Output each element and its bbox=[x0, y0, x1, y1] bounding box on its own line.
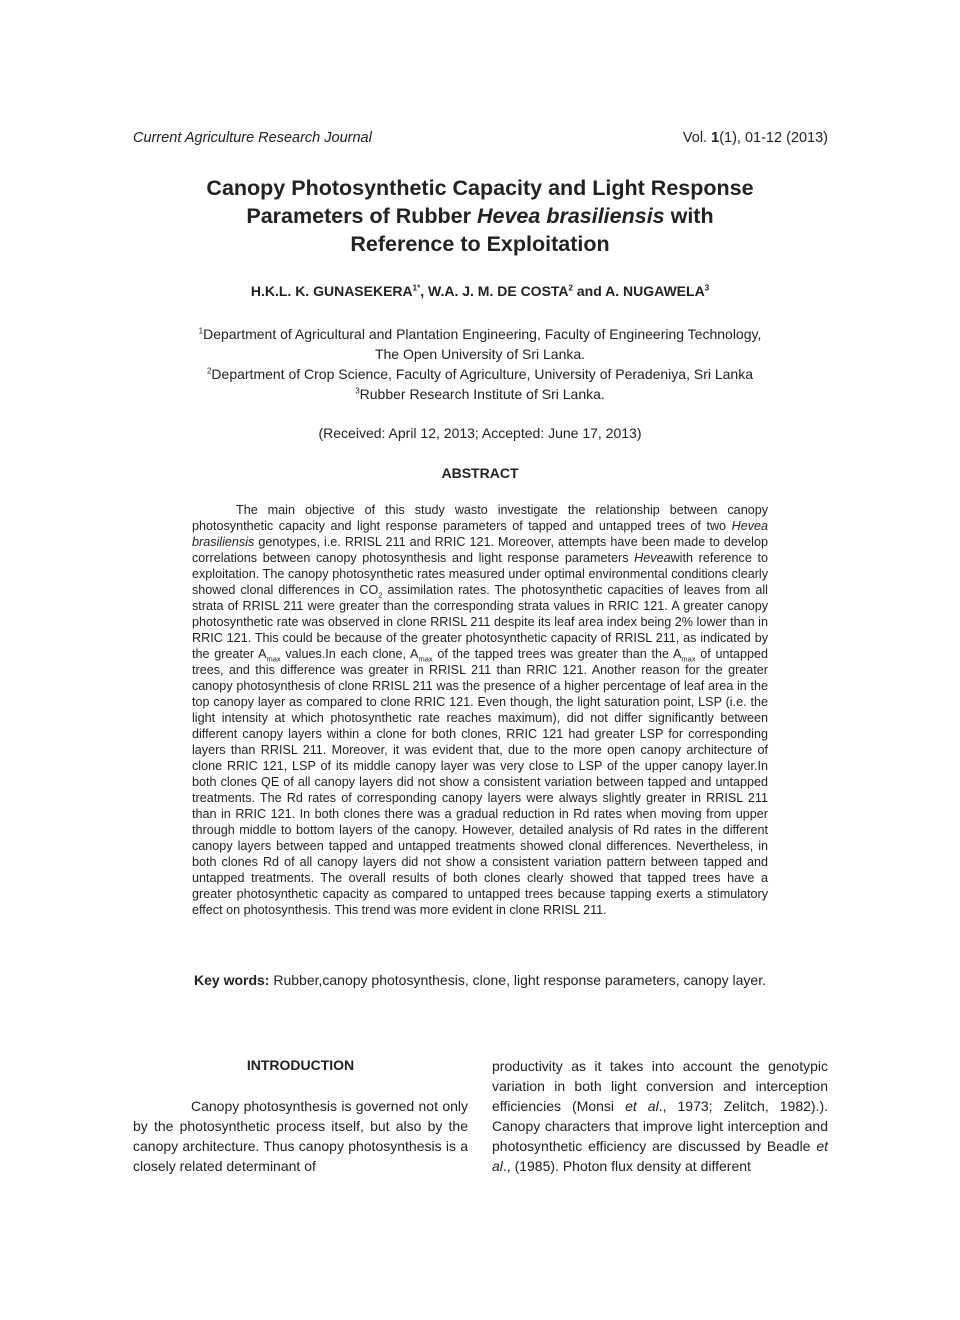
affiliation-1-cont: The Open University of Sri Lanka. bbox=[374, 346, 586, 362]
vol-number: 1 bbox=[711, 130, 720, 146]
title-line-1: Canopy Photosynthetic Capacity and Light Response bbox=[206, 176, 754, 200]
abstract-part-2: genotypes, i.e. RRISL 211 and RRIC 121. Moreover, attempts have been made to develop correlations between canopy photosynthesis and light response parameters bbox=[192, 535, 768, 565]
abstract-part-5: values.In each clone, A bbox=[280, 647, 419, 661]
abstract-species: Hevea brasiliensis bbox=[192, 519, 768, 549]
author-list bbox=[130, 283, 830, 299]
affiliations bbox=[130, 324, 830, 404]
author-3: and A. NUGAWELA bbox=[572, 283, 705, 299]
introduction-column-1: Canopy photosynthesis is governed not only by the photosynthetic process itself, but also by the canopy architecture. Thus canopy photosynthesis is a closely related determinant of bbox=[133, 1098, 468, 1174]
affiliation-3-mark: 3 bbox=[355, 386, 360, 396]
affiliation-2-mark: 2 bbox=[206, 366, 212, 376]
author-2: , W.A. J. M. DE COSTA bbox=[420, 283, 569, 299]
affiliation-1 bbox=[130, 324, 830, 344]
title-line-2 bbox=[130, 202, 830, 230]
abstract-heading: ABSTRACT bbox=[441, 465, 519, 481]
author-1-mark: 1* bbox=[412, 283, 421, 293]
abstract-part-4: assimilation rates. The photosynthetic capacities of leaves from all strata of RRISL 211 were greater than the corresponding strata values in RRIC 121. A greater canopy photosynthetic rate was observed in clone RRISL 211 despite its leaf area index being 2% lower than in RRIC 121. This could be because of the greater photosynthetic capacity of RRISL 211, as indicated by the greater A bbox=[192, 583, 768, 661]
col2-etal-2: et al bbox=[492, 1138, 828, 1174]
abstract-part-3: with reference to exploitation. The canopy photosynthetic rates measured under optimal environmental conditions clearly showed clonal differences in CO bbox=[192, 551, 768, 597]
col2-part-1: productivity as it takes into account the genotypic variation in both light conversion and interception efficiencies (Monsi bbox=[492, 1058, 828, 1114]
title-species: Hevea brasiliensis bbox=[476, 204, 665, 228]
keywords-label: Key words: bbox=[194, 972, 270, 988]
author-3-mark: 3 bbox=[704, 283, 710, 293]
keywords bbox=[130, 972, 830, 988]
author-1: H.K.L. K. GUNASEKERA bbox=[250, 283, 413, 299]
introduction-heading: INTRODUCTION bbox=[246, 1057, 355, 1073]
co2-subscript: 2 bbox=[378, 590, 383, 600]
abstract-part-1: The main objective of this study wasto investigate the relationship between canopy photosynthetic capacity and light response parameters of tapped and untapped trees of two bbox=[192, 503, 768, 533]
author-2-mark: 2 bbox=[568, 283, 573, 293]
volume-info bbox=[683, 130, 828, 146]
received-accepted-dates: (Received: April 12, 2013; Accepted: June 17, 2013) bbox=[318, 425, 642, 441]
col2-etal-1: et al bbox=[625, 1098, 659, 1114]
affiliation-2 bbox=[130, 364, 830, 384]
amax-subscript-1: max bbox=[266, 654, 281, 664]
paper-title bbox=[130, 174, 830, 258]
introduction-column-2 bbox=[492, 1056, 828, 1176]
col2-part-3: ., (1985). Photon flux density at different bbox=[502, 1158, 751, 1174]
abstract-genus: Hevea bbox=[634, 551, 671, 565]
abstract-part-6: of the tapped trees was greater than the A bbox=[432, 647, 682, 661]
title-line-3: Reference to Exploitation bbox=[350, 232, 610, 256]
amax-subscript-3: max bbox=[681, 654, 696, 664]
vol-rest: (1), 01-12 (2013) bbox=[719, 130, 828, 146]
title-line-2a: Parameters of Rubber bbox=[246, 204, 477, 228]
keywords-text: Rubber,canopy photosynthesis, clone, light response parameters, canopy layer. bbox=[269, 972, 766, 988]
amax-subscript-2: max bbox=[418, 654, 433, 664]
abstract-part-7: of untapped trees, and this difference was greater in RRISL 211 than RRIC 121. Another reason for the greater canopy photosynthesis of clone RRISL 211 was the presence of a higher percentage of leaf area in the top canopy layer as compared to clone RRIC 121. Even though, the light saturation point, LSP (i.e. the light intensity at which photosynthetic rate reaches maximum), did not differ significantly between different canopy layers within a clone for both clones, RRIC 121 had greater LSP for corresponding layers than RRISL 211. Moreover, it was evident that, due to the more open canopy architecture of clone RRIC 121, LSP of its middle canopy layer was very close to LSP of the upper canopy layer.In both clones QE of all canopy layers did not show a consistent variation between tapped and untapped treatments. The Rd rates of corresponding canopy layers were always slightly greater in RRISL 211 than in RRIC 121. In both clones there was a gradual reduction in Rd rates when moving from upper through middle to bottom layers of the canopy. However, detailed analysis of Rd rates in the different canopy layers between tapped and untapped treatments showed clonal differences. Nevertheless, in both clones Rd of all canopy layers did not show a consistent variation pattern between tapped and untapped treatments. The overall results of both clones clearly showed that tapped trees have a greater photosynthetic capacity as compared to untapped trees because tapping exerts a stimulatory effect on photosynthesis. This trend was more evident in clone RRISL 211. bbox=[192, 647, 768, 917]
affiliation-1-mark: 1 bbox=[198, 326, 204, 336]
affiliation-3-text: Rubber Research Institute of Sri Lanka. bbox=[359, 386, 605, 402]
title-line-2b: with bbox=[664, 204, 714, 228]
affiliation-3 bbox=[130, 384, 830, 404]
affiliation-2-text: Department of Crop Science, Faculty of Agriculture, University of Peradeniya, Sri Lanka bbox=[211, 366, 754, 382]
abstract-body bbox=[192, 502, 768, 918]
affiliation-1-text: Department of Agricultural and Plantation Engineering, Faculty of Engineering Technology, bbox=[203, 326, 762, 342]
vol-prefix: Vol. bbox=[682, 130, 712, 146]
journal-name: Current Agriculture Research Journal bbox=[133, 130, 372, 146]
col2-part-2: ., 1973; Zelitch, 1982).). Canopy characters that improve light interception and photosynthetic efficiency are discussed by Beadle bbox=[492, 1098, 828, 1154]
